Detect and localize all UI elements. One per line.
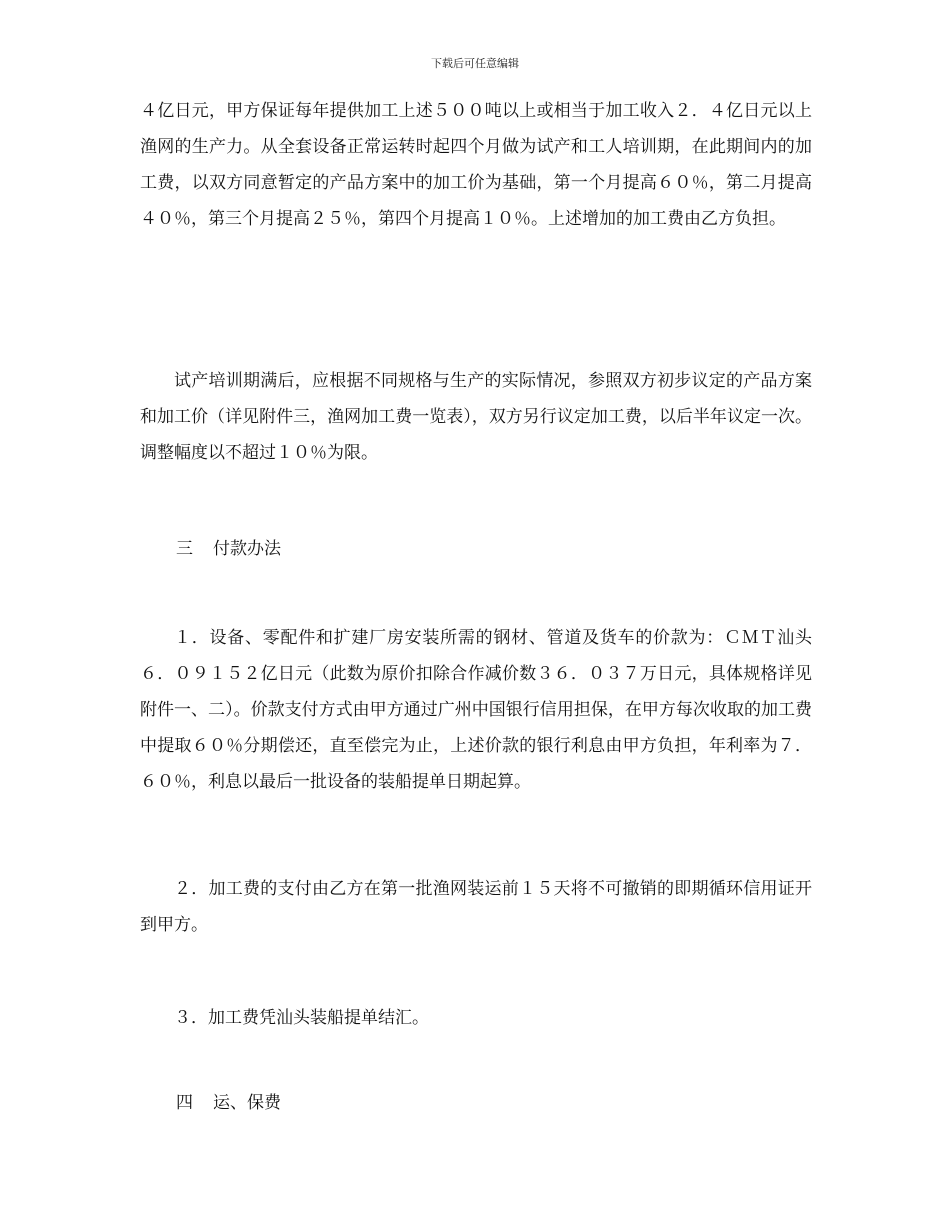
section-heading-freight-insurance [176, 1085, 281, 1121]
paragraph-payment-item-1: １．设备、零配件和扩建厂房安装所需的钢材、管道及货车的价款为：ＣＭＴ汕头６．０９１５２亿日元（此数为原价扣除合作减价数３６．０３７万日元，具体规格详见附件一、二）。价款支付方式由甲方通过广州中国银行信用担保，在甲方每次收取的加工费中提取６０％分期偿还，直至偿完为止，上述价款的银行利息由甲方负担，年利率为７．６０％，利息以最后一批设备的装船提单日期起算。 [140, 628, 812, 792]
section-number: 四 [176, 1093, 193, 1113]
section-title: 付款办法 [213, 539, 281, 559]
section-number: 三 [176, 539, 193, 559]
section-heading-payment [176, 531, 281, 567]
section-title: 运、保费 [213, 1093, 281, 1113]
paragraph-processing-capacity: ４亿日元，甲方保证每年提供加工上述５００吨以上或相当于加工收入２．４亿日元以上渔网的生产力。从全套设备正常运转时起四个月做为试产和工人培训期，在此期间内的加工费，以双方同意暂定的产品方案中的加工价为基础，第一个月提高６０％，第二月提高４０％，第三个月提高２５％，第四个月提高１０％。上述增加的加工费由乙方负担。 [140, 101, 812, 229]
paragraph-payment-item-3: ３．加工费凭汕头装船提单结汇。 [174, 1008, 429, 1028]
page-header-note: 下载后可任意编辑 [431, 57, 519, 70]
paragraph-payment-item-2: ２．加工费的支付由乙方在第一批渔网装运前１５天将不可撤销的即期循环信用证开到甲方。 [140, 879, 812, 935]
paragraph-fee-adjustment: 试产培训期满后，应根据不同规格与生产的实际情况，参照双方初步议定的产品方案和加工价（详见附件三，渔网加工费一览表），双方另行议定加工费，以后半年议定一次。调整幅度以不超过１０％为限。 [140, 371, 812, 463]
